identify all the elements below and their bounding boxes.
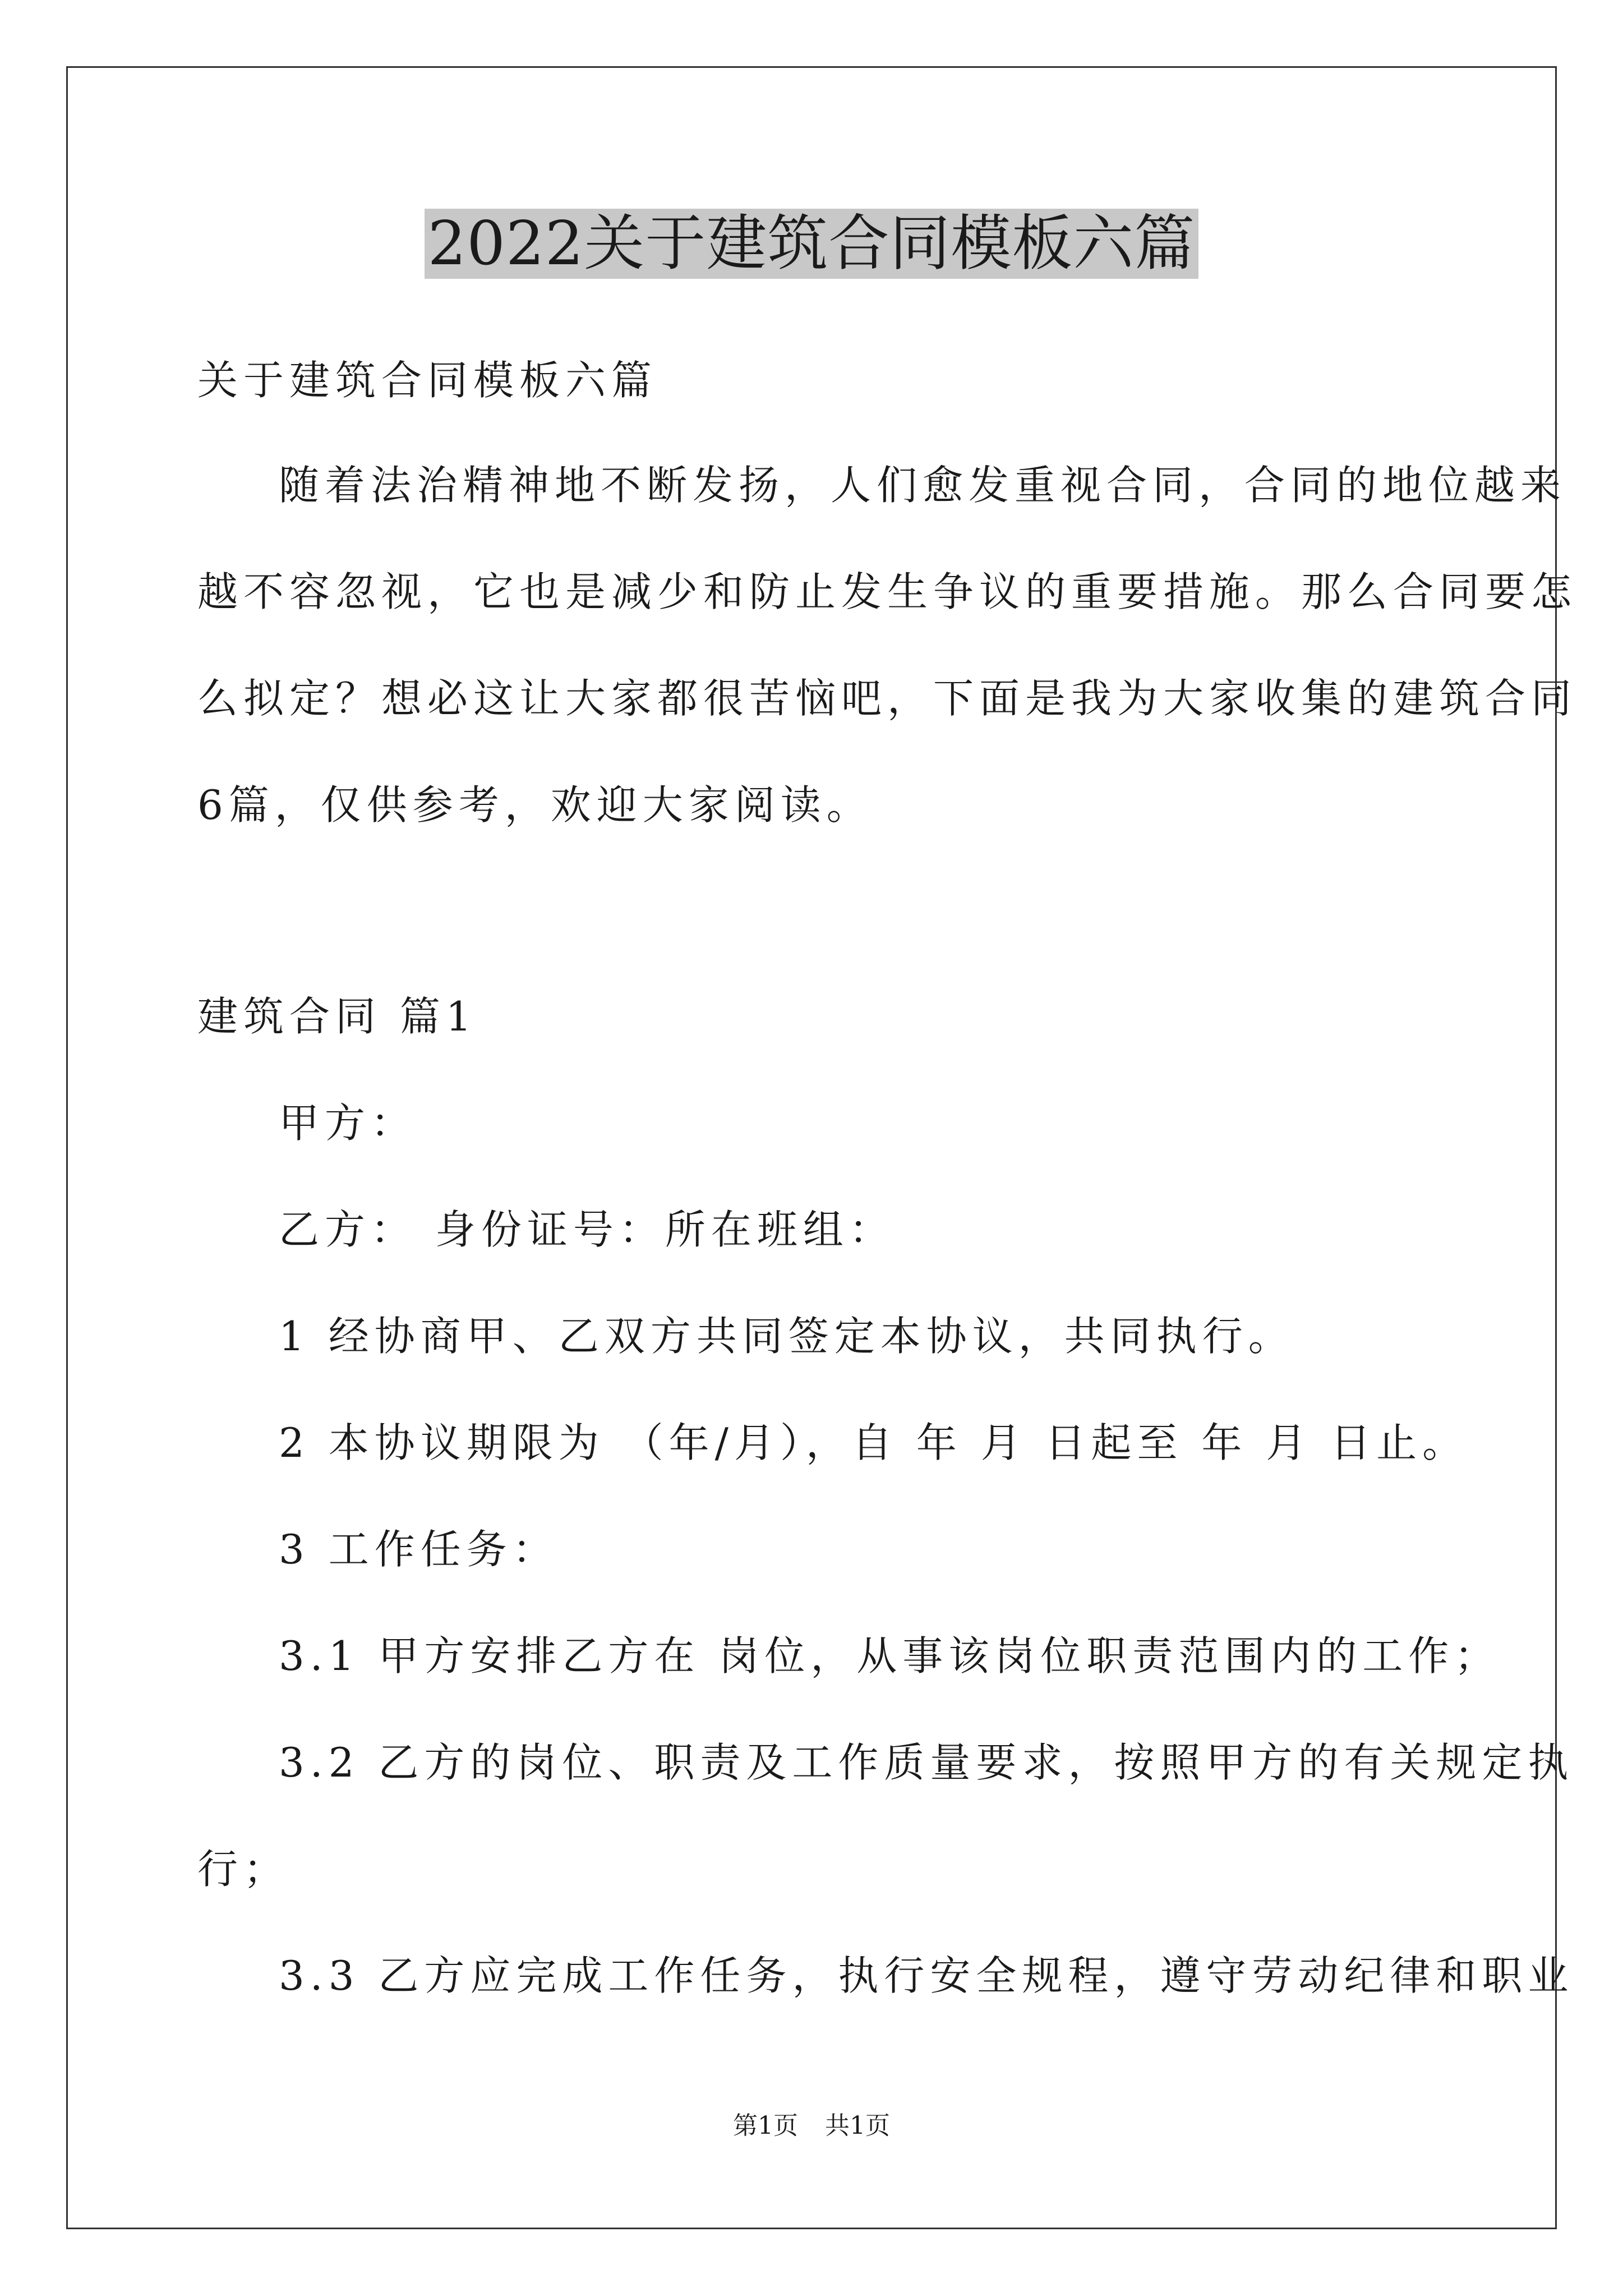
section-heading: 建筑合同 篇1 — [197, 993, 477, 1040]
document-subtitle: 关于建筑合同模板六篇 — [197, 357, 658, 404]
contract-line: 3 工作任务： — [279, 1526, 559, 1573]
page-footer — [0, 2109, 1623, 2143]
contract-line: 甲方： — [279, 1099, 417, 1147]
contract-line: 3.3 乙方应完成工作任务，执行安全规程，遵守劳动纪律和职业 — [279, 1952, 1574, 1999]
intro-line: 随着法治精神地不断发扬，人们愈发重视合同，合同的地位越来 — [279, 462, 1567, 509]
contract-line: 3.2 乙方的岗位、职责及工作质量要求，按照甲方的有关规定执 — [279, 1739, 1574, 1786]
page-number: 第1页 — [733, 2111, 798, 2140]
intro-line: 越不容忽视，它也是减少和防止发生争议的重要措施。那么合同要怎 — [197, 568, 1578, 615]
contract-line: 1 经协商甲、乙双方共同签定本协议，共同执行。 — [279, 1313, 1294, 1360]
document-title-text: 2022关于建筑合同模板六篇 — [425, 209, 1199, 279]
contract-line: 行； — [197, 1846, 290, 1893]
contract-line: 3.1 甲方安排乙方在 岗位，从事该岗位职责范围内的工作； — [279, 1632, 1501, 1680]
intro-line: 6篇，仅供参考，欢迎大家阅读。 — [197, 781, 873, 829]
page-total: 共1页 — [825, 2111, 890, 2140]
intro-line: 么拟定？想必这让大家都很苦恼吧，下面是我为大家收集的建筑合同 — [197, 675, 1578, 722]
contract-line: 2 本协议期限为 （年/月），自 年 月 日起至 年 月 日止。 — [279, 1419, 1469, 1466]
document-title — [0, 202, 1623, 286]
contract-line: 乙方： 身份证号：所在班组： — [279, 1206, 895, 1253]
